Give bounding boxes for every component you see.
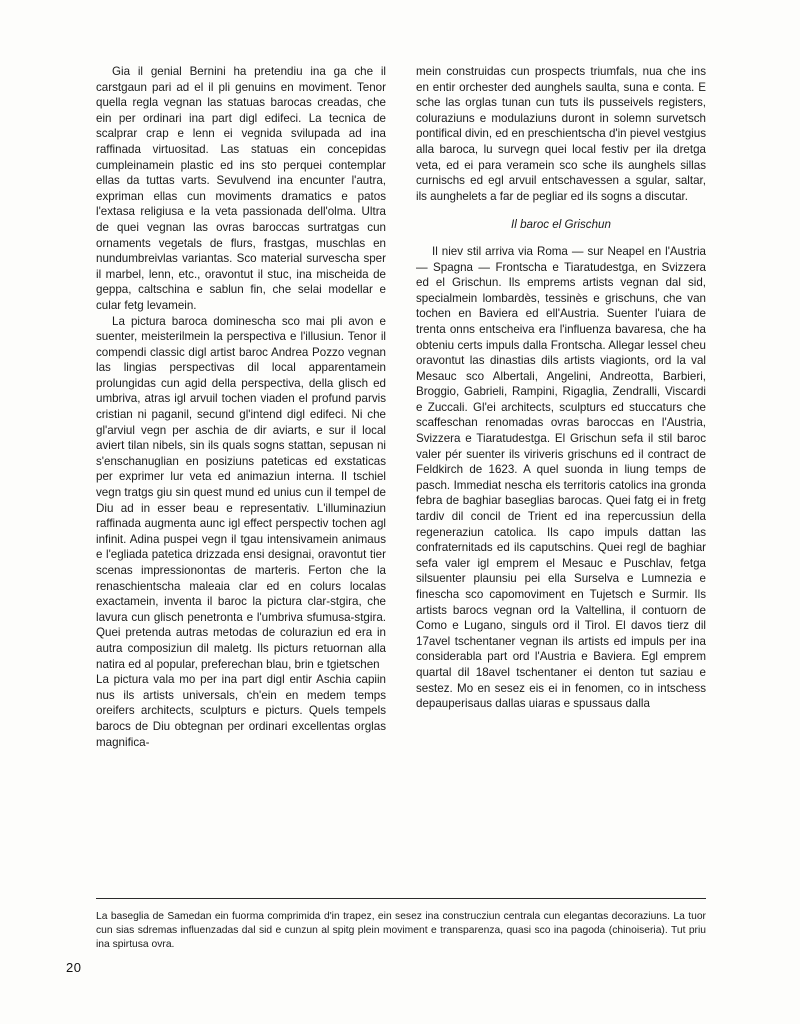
figure-caption: La baseglia de Samedan ein fuorma comprimida d'in trapez, ein sesez ina construcziun centrala cun elegantas decoraziuns. La tuor cun sias sdremas influenzadas dal sid e cunzun al spitg plein moviment e transparenza, quasi sco ina pagoda (chinoiseria). Tut priu ina spirtusa ovra. bbox=[96, 911, 706, 951]
caption-divider bbox=[96, 898, 706, 899]
paragraph: mein construidas cun prospects triumfals, nua che ins en entir orchester ded aunghels saulta, suna e conta. E sche las orglas tunan cun tuts ils pusseivels registers, coluraziuns e modulaziuns duront in solemn survetsch pontifical divin, ed en preschientscha d'in pievel vestgius alla baroca, lu survegn quei local festiv per ila dretga veta, ed ei para veramein sco sche ils aunghels sillas curnischs ed egl arvuil entschavessen a sgular, saltar, ils aunghelets a far de pegliar ed ils sogns a discutar. bbox=[416, 65, 706, 203]
section-heading: Il baroc el Grischun bbox=[511, 218, 611, 232]
left-column bbox=[96, 64, 386, 750]
paragraph: La pictura baroca dominescha sco mai pli avon e suenter, meisterilmein la perspectiva e l'illusiun. Tenor il compendi classic digl artist baroc Andrea Pozzo vegnan las lingias perspectivas dil local apparentamein prolungidas cun agid della perspectiva, della glisch ed umbriva, atras igl arvuil tochen viaden el profund parvis cristian ni paganil, secund gl'intend digl edifeci. Ni che gl'arviul vegn per aschia de dir aviarts, e sur il local aviert tilan nibels, sin ils quals sogns stattan, sepusan ni s'enschanuglian en posiziuns pateticas ed exstaticas per exprimer lur veta ed animaziun interna. Il tschiel vegn tratgs giu sin quest mund ed unius cun il tempel de Diu ad in esser beau e representativ. L'illuminaziun raffinada augmenta aunc igl effect perspectiv tochen agl infinit. Adina puspei vegn il tgau intensivamein animaus e l'egliada patetica drizzada ensi designai, oravontut tier scenas impressionontas de marteris. Ferton che la renaschientscha maleaia clar ed en colurs localas exactamein, inventa il baroc la pictura clar-stgira, che lavura cun glisch penetronta e l'umbriva sfumusa-stgira. Quei pretenda autras metodas de coluraziun ed era in autra composiziun dil maletg. Ils picturs retuornan alla natira ed al popular, preferechan blau, brin e tgietschen bbox=[96, 314, 386, 671]
two-column-layout bbox=[96, 64, 706, 750]
paragraph: Gia il genial Bernini ha pretendiu ina ga che il carstgaun pari ad el il pli genuins en moviment. Tenor quella regla vegnan las statuas barocas creadas, che ein per ordinari ina part digl edifeci. La tecnica de scalprar crap e lenn ei vegnida svilupada ad ina raffinada virtuositad. Las statuas ein concepidas cumpleinamein plastic ed ins sto perquei contemplar ellas da tuttas varts. Sevulvend ina encunter l'autra, expriman ellas cun moviments dramatics e patos l'extasa religiusa e la veta passionada dell'olma. Ultra de quei vegnan las ovras baroccas surtratgas cun ornaments vegetals de flurs, frastgas, muschlas en nundumbreivlas variantas. Sco material survescha sper il marbel, lenn, etc., oravontut il stuc, ina mischeida de geppa, caltschina e sablun fin, che selai modellar e cular fetg levamein. bbox=[96, 65, 386, 312]
right-column bbox=[416, 64, 706, 712]
paragraph: Il niev stil arriva via Roma — sur Neapel en l'Austria — Spagna — Frontscha e Tiaratudestga, en Svizzera ed el Grischun. Ils emprems artists vegnan dal sid, specialmein lombardès, tessinès e grischuns, che van tochen en Baviera ed ell'Austria. Suenter l'uiara de trenta onns entscheiva era l'influenza bavaresa, che ha obteniu certs impuls dalla Frontscha. Allegar lessel cheu oravontut las dinastias dils artists viagionts, ord la val Mesauc sco Albertali, Angelini, Andreotta, Barbieri, Broggio, Gabrieli, Rampini, Rigaglia, Zendralli, Viscardi e Zuccali. Gl'ei architects, sculpturs ed stuccaturs che scaffeschan renomadas ovras baroccas en l'Austria, Svizzera e Tiaratudestga. El Grischun sefa il stil baroc valer pér suenter ils viriveris grischuns ed il contract de Feldkirch de 1623. A quel suonda in liung temps de pasch. Immediat nescha els territoris catolics ina gronda febra de baghiar baseglias barocas. Quei fatg ei in fretg tardiv dil concil de Trient ed ina repercussiun della regeneraziun catolica. Ils capo impuls dattan las confraternitads ed ils caputschins. Quei regl de baghiar sefa valer igl emprem el Mesauc e Puschlav, fetga silsuenter plaunsiu pei ella Surselva e Lumnezia e finescha sco capomoviment en Tujetsch e Surmir. Ils artists barocs vegnan ord la Valtellina, il contuorn de Como e Lugano, singuls ord il Tirol. El davos tierz dil 17avel tschentaner vegnan ils artists ed impuls per ina considerabla part ord l'Austria e Baviera. Egl emprem quartal dil 18avel tschentaner ei denton tut saziau e sestez. Mo en sesez eis ei in fenomen, co in intschess depauperisaus dallas uiaras e spussaus dalla bbox=[416, 244, 706, 711]
page-number: 20 bbox=[66, 960, 82, 975]
page-content bbox=[96, 64, 706, 750]
paragraph: La pictura vala mo per ina part digl entir Aschia capiin nus ils artists universals, ch'ein en medem temps oreifers architects, sculpturs e picturs. Quels tempels barocs de Diu obtegnan per ordinari excellentas orglas magnifica- bbox=[96, 673, 386, 749]
